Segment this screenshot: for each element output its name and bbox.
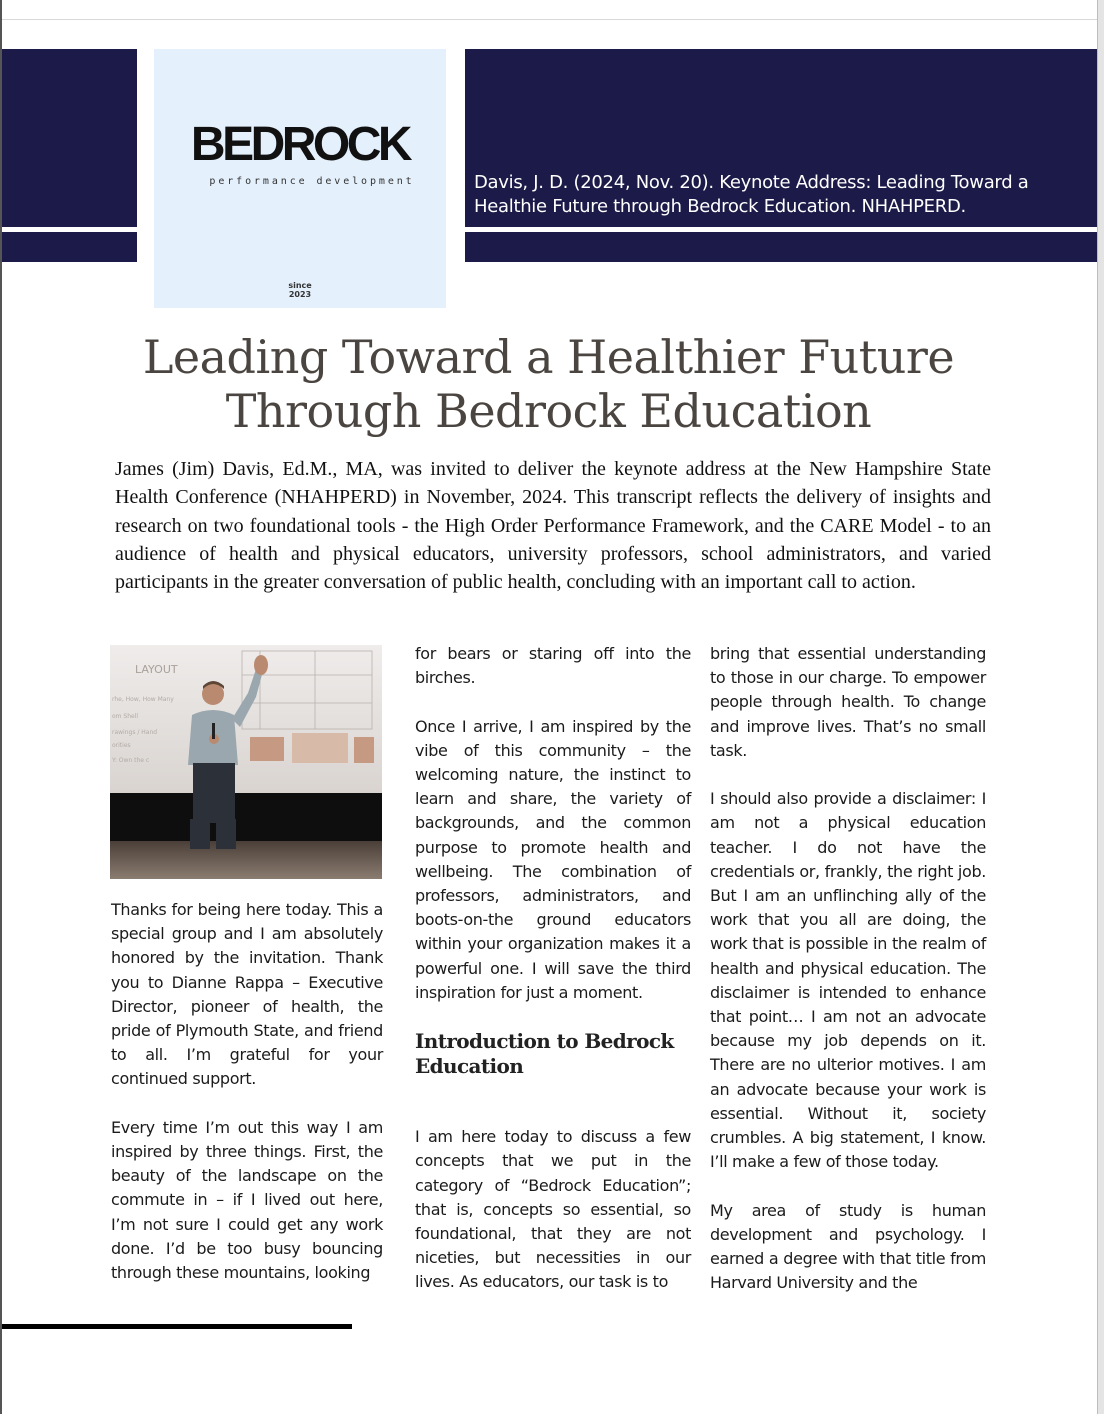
- section-heading: Introduction to Bedrock Education: [415, 1029, 674, 1079]
- abstract: James (Jim) Davis, Ed.M., MA, was invited to deliver the keynote address at the New Hampshire State Health Conference (NHAHPERD) in November, 2024. This transcript reflects the delivery of insights and research on two foundational tools - the High Order Performance Framework, and the CARE Model - to an audience of health and physical educators, university professors, school administrators, and varied participants in the greater conversation of public health, concluding with an important call to action.: [115, 458, 991, 594]
- body-paragraph: I should also provide a disclaimer: I am not a physical education teacher. I do not have the credentials or, frankly, the right job. But I am an unflinching ally of the work that you all are doing, the work that is possible in the realm of health and physical education. The disclaimer is intended to enhance that point… I am not an advocate because my job depends on it. There are no ulterior motives. I am an advocate because your work is essential. Without it, society crumbles. A big statement, I know. I’ll make a few of those today.: [710, 789, 986, 1172]
- citation: Davis, J. D. (2024, Nov. 20). Keynote Address: Leading Toward a Healthie Future through Bedrock Education. NHAHPERD.: [474, 172, 1029, 217]
- title-line-1: Leading Toward a Healthier Future: [142, 330, 955, 384]
- screen-line: rhe, How, How Many: [112, 696, 174, 703]
- header-stripe: [2, 227, 137, 232]
- logo-since-label: since: [288, 281, 312, 290]
- logo-wordmark: BEDROCK: [190, 118, 410, 171]
- bedrock-logo: [154, 49, 446, 308]
- screen-title: LAYOUT: [135, 663, 178, 676]
- photo-illustration: [110, 645, 382, 879]
- body-paragraph: for bears or staring off into the birches.: [415, 644, 691, 688]
- screen-line: rawings / Hand: [112, 729, 158, 736]
- body-paragraph: Once I arrive, I am inspired by the vibe of this community – the welcoming nature, the instinct to learn and share, the variety of backgrounds, and the common purpose to promote health and wellbeing. The combination of professors, administrators, and boots-on-the ground educators within your organization makes it a powerful one. I will save the third inspiration for just a moment.: [415, 716, 691, 1002]
- article-column-2: [415, 642, 691, 1319]
- logo-since: [154, 281, 446, 299]
- body-paragraph: Every time I’m out this way I am inspired by three things. First, the beauty of the landscape on the commute in – if I lived out here, I’m not sure I could get any work done. I’d be too busy bouncing through these mountains, looking: [111, 1117, 383, 1283]
- body-paragraph: Thanks for being here today. This a special group and I am absolutely honored by the invitation. Thank you to Dianne Rappa – Executive Director, pioneer of health, the pride of Plymouth State, and friend to all. I’m grateful for your continued support.: [111, 900, 383, 1089]
- logo-tagline: performance development: [209, 176, 415, 187]
- body-paragraph: bring that essential understanding to those in our charge. To empower people through health. To change and improve lives. That’s no small task.: [710, 644, 986, 760]
- page-top-edge: [0, 0, 1097, 20]
- header-band-right: [465, 49, 1097, 262]
- page-title: [0, 330, 1097, 438]
- article-column-1: [111, 898, 383, 1309]
- header-band-left: [2, 49, 137, 262]
- keynote-speaker-photo: [110, 645, 382, 879]
- scrollbar-track[interactable]: [1097, 0, 1104, 1414]
- body-paragraph: I am here today to discuss a few concepts that we put in the category of “Bedrock Education”; that is, concepts so essential, so foundational, that they are not niceties, but necessities in our lives. As educators, our task is to: [415, 1127, 691, 1292]
- logo-since-year: 2023: [288, 290, 312, 299]
- header-stripe: [465, 227, 1097, 232]
- body-paragraph: My area of study is human development and psychology. I earned a degree with that title from Harvard University and the: [710, 1200, 986, 1293]
- footer-rule: [2, 1324, 352, 1329]
- screen-line: om Shell: [112, 713, 139, 720]
- screen-line: Y: Own the c: [112, 757, 150, 764]
- article-column-3: [710, 642, 986, 1320]
- screen-line: orities: [112, 742, 131, 749]
- title-line-2: Through Bedrock Education: [225, 384, 872, 438]
